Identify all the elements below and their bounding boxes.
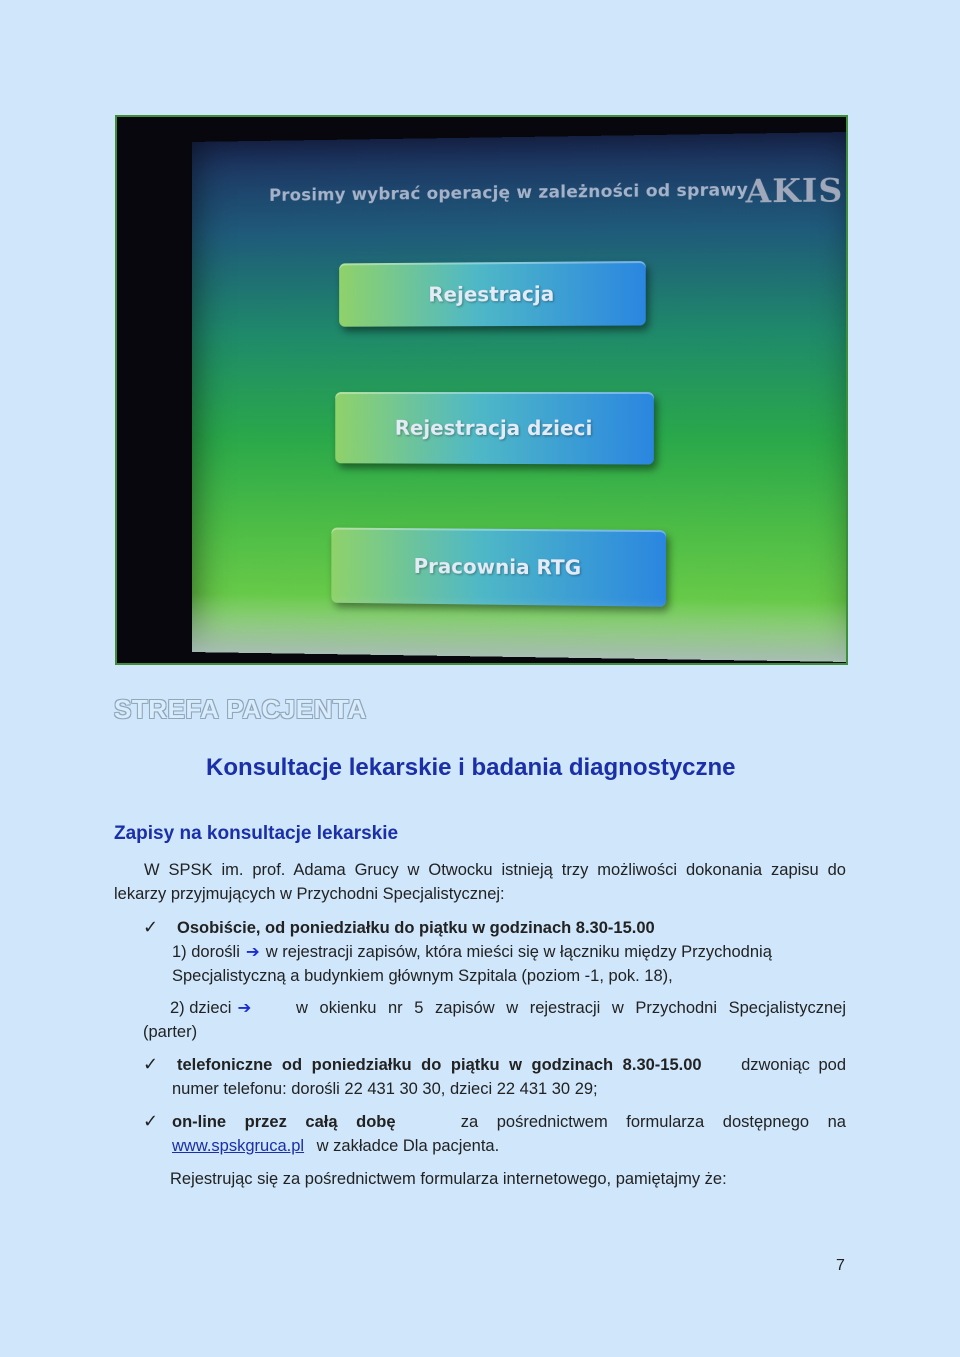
item1-children [170, 996, 846, 1020]
item2-phone: numer telefonu: dorośli 22 431 30 30, dzieci 22 431 30 29; [172, 1080, 598, 1098]
check-icon: ✓ [143, 917, 159, 937]
adults-text-cont: Specjalistyczną a budynkiem głównym Szpitala (poziom -1, pok. 18), [172, 967, 673, 985]
section-label: STREFA PACJENTA [114, 694, 367, 724]
item3-line2 [172, 1134, 499, 1158]
kiosk-screen [192, 132, 848, 662]
page-title: Konsultacje lekarskie i badania diagnostyczne [206, 754, 736, 781]
arrow-right-icon: ➔ [237, 999, 252, 1017]
kiosk-button-rejestracja: Rejestracja [339, 261, 646, 327]
arrow-right-icon: ➔ [245, 943, 260, 961]
item3-line1 [172, 1110, 846, 1134]
section-title: Zapisy na konsultacje lekarskie [114, 823, 399, 844]
closing-line: Rejestrując się za pośrednictwem formularza internetowego, pamiętajmy że: [170, 1170, 727, 1188]
page-number: 7 [836, 1257, 845, 1274]
adults-label: 1) dorośli [172, 943, 240, 961]
children-label: 2) dzieci [170, 999, 232, 1017]
item2-text1: dzwoniąc pod [741, 1056, 846, 1074]
screen-bezel [192, 593, 848, 662]
kiosk-button-pracownia-rtg: Pracownia RTG [331, 528, 666, 607]
item2-line1 [177, 1053, 846, 1077]
children-text: w okienku nr 5 zapisów w rejestracji w Przychodni Specjalistycznej [296, 999, 846, 1017]
kiosk-title: Prosimy wybrać operację w zależności od sprawy [269, 180, 749, 206]
children-label-wrap [170, 996, 257, 1020]
children-text-cont: (parter) [143, 1023, 198, 1041]
item3-text2: w zakładce Dla pacjenta. [316, 1137, 500, 1155]
check-icon: ✓ [143, 1054, 159, 1074]
adults-text: w rejestracji zapisów, która mieści się w łączniku między Przychodnią [265, 943, 772, 961]
kiosk-photo [115, 115, 848, 665]
item1-heading: Osobiście, od poniedziałku do piątku w godzinach 8.30-15.00 [177, 919, 655, 937]
item1-adults [172, 940, 772, 964]
website-link[interactable]: www.spskgruca.pl [172, 1137, 305, 1155]
intro-paragraph: W SPSK im. prof. Adama Grucy w Otwocku istnieją trzy możliwości dokonania zapisu do lekarzy przyjmujących w Przychodni Specjalistycznej: [114, 861, 846, 903]
check-icon: ✓ [143, 1111, 159, 1131]
item2-bold: telefoniczne od poniedziałku do piątku w godzinach 8.30-15.00 [177, 1056, 702, 1074]
item3-text1: za pośrednictwem formularza dostępnego na [460, 1113, 846, 1131]
akis-logo: AKIS [745, 170, 844, 211]
item3-bold: on-line przez całą dobę [172, 1113, 396, 1131]
kiosk-button-rejestracja-dzieci: Rejestracja dzieci [335, 392, 654, 465]
